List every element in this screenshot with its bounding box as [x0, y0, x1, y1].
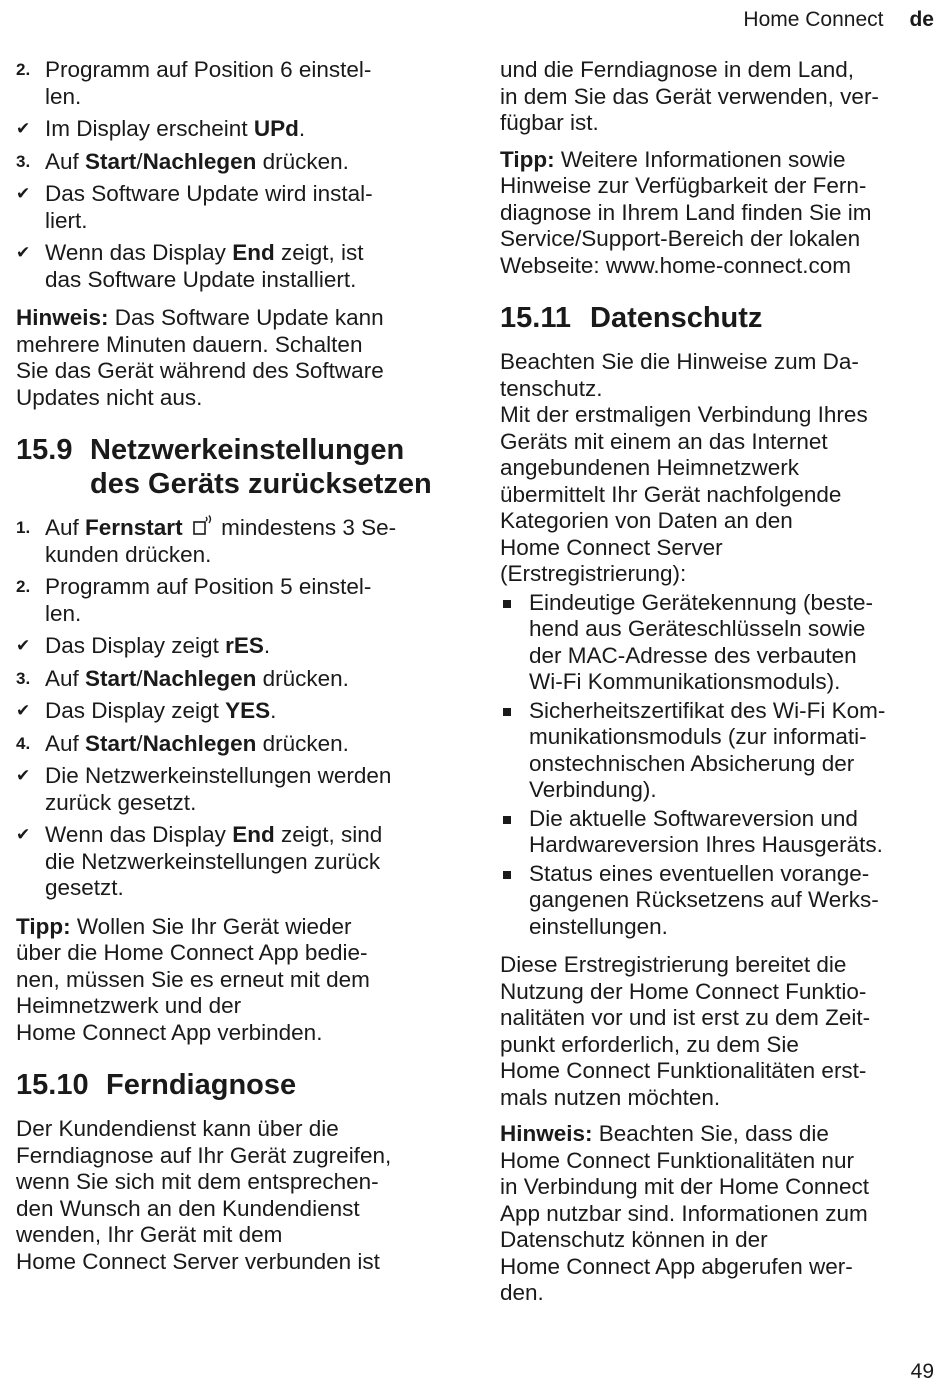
header-section: Home Connect: [743, 8, 884, 31]
tip-availability: Tipp: Weitere Informationen sowie Hinweise zur Verfügbarkeit der Fern- diagnose in Ihrem Land finden Sie im Service/Support-Bereich der lokalen Webseite: www.home-connect.com: [500, 146, 872, 278]
step-number: 2.: [16, 60, 31, 79]
ferndiagnose-paragraph: Der Kundendienst kann über die Ferndiagnose auf Ihr Gerät zugreifen, wenn Sie sich mit dem entsprechen- den Wunsch an den Kundendienst wenden, Ihr Gerät mit dem Home Connect Server verbunden ist: [16, 1116, 392, 1274]
ferndiagnose-continued: und die Ferndiagnose in dem Land, in dem Sie das Gerät verwenden, ver- fügbar ist.: [500, 57, 879, 135]
page-number: 49: [910, 1360, 934, 1383]
bullet-square-icon: [503, 816, 511, 824]
bullet-square-icon: [503, 871, 511, 879]
check-icon: ✔: [16, 825, 31, 844]
check-icon: ✔: [16, 636, 31, 655]
check-icon: ✔: [16, 701, 31, 720]
note-app-only: Hinweis: Beachten Sie, dass die Home Connect Funktionalitäten nur in Verbindung mit der Home Connect App nutzbar sind. Informationen zum Datenschutz können in der Home Connect App abgerufen wer- den.: [500, 1121, 869, 1305]
list-item: Die aktuelle Softwareversion und Hardwareversion Ihres Hausgeräts.: [500, 806, 934, 859]
list-item: Status eines eventuellen vorange- gangenen Rücksetzens auf Werks- einstellungen.: [500, 861, 934, 941]
right-column: [500, 57, 934, 1317]
step-number: 1.: [16, 518, 31, 537]
result-reset: ✔ Die Netzwerkeinstellungen werden zurück gesetzt.: [16, 763, 392, 815]
bullet-square-icon: [503, 600, 511, 608]
running-header: [743, 8, 934, 32]
check-icon: ✔: [16, 119, 31, 138]
result-installed: ✔ Wenn das Display End zeigt, ist das Software Update installiert.: [16, 240, 364, 292]
step-number: 3.: [16, 668, 31, 688]
list-item: Sicherheitszertifikat des Wi-Fi Kom- munikationsmoduls (zur informati- onstechnischen Absicherung der Verbindung).: [500, 698, 934, 804]
registration-paragraph: Diese Erstregistrierung bereitet die Nutzung der Home Connect Funktio- nalitäten vor und ist erst zu dem Zeit- punkt erforderlich, zu dem Sie Home Connect Funktionalitäten erst- mals nutzen möchten.: [500, 952, 871, 1110]
step-number: 4.: [16, 733, 31, 753]
step-number: 3.: [16, 151, 31, 171]
section-heading-15-11: 15.11 Datenschutz: [500, 302, 763, 334]
datenschutz-intro: Beachten Sie die Hinweise zum Da- tenschutz. Mit der erstmaligen Verbindung Ihres Geräts mit einem an das Internet angebundenen Heimnetzwerk übermittelt Ihr Gerät nachfolgende Kategorien von Daten an den Home Connect Server (Erstregistrierung):: [500, 349, 868, 586]
check-icon: ✔: [16, 184, 31, 203]
result-installing: ✔ Das Software Update wird instal- liert.: [16, 181, 373, 233]
bullet-square-icon: [503, 708, 511, 716]
result-reset-done: ✔ Wenn das Display End zeigt, sind die Netzwerkeinstellungen zurück gesetzt.: [16, 822, 383, 900]
remote-start-icon: [191, 515, 213, 537]
result-upd: ✔ Im Display erscheint UPd.: [16, 116, 306, 141]
section-heading-15-9: 15.9 Netzwerkeinstellungen des Geräts zurücksetzen: [16, 434, 432, 500]
left-column: [16, 57, 456, 1285]
step-2-position-6: 2. Programm auf Position 6 einstel- len.: [16, 57, 372, 109]
check-icon: ✔: [16, 243, 31, 262]
list-item: Eindeutige Gerätekennung (beste- hend aus Geräteschlüsseln sowie der MAC-Adresse des verbauten Wi-Fi Kommunikationsmoduls).: [500, 590, 934, 696]
tip-reconnect: Tipp: Wollen Sie Ihr Gerät wieder über die Home Connect App bedie- nen, müssen Sie es erneut mit dem Heimnetzwerk und der Home Connect App verbinden.: [16, 913, 370, 1045]
header-language: de: [909, 8, 934, 31]
step-number: 2.: [16, 577, 31, 596]
result-res: ✔ Das Display zeigt rES.: [16, 633, 271, 658]
step-3-start: 3. Auf Start/Nachlegen drücken.: [16, 148, 349, 174]
step-4-start: 4. Auf Start/Nachlegen drücken.: [16, 730, 349, 756]
step-1-fernstart: 1. Auf Fernstart mindestens 3 Se- kunden drücken.: [16, 515, 397, 567]
section-heading-15-10: 15.10 Ferndiagnose: [16, 1069, 297, 1101]
note-update-duration: Hinweis: Das Software Update kann mehrere Minuten dauern. Schalten Sie das Gerät während des Software Updates nicht aus.: [16, 305, 384, 410]
step-2-position-5: 2. Programm auf Position 5 einstel- len.: [16, 574, 372, 626]
step-3-start: 3. Auf Start/Nachlegen drücken.: [16, 665, 349, 691]
result-yes: ✔ Das Display zeigt YES.: [16, 698, 277, 723]
check-icon: ✔: [16, 766, 31, 785]
